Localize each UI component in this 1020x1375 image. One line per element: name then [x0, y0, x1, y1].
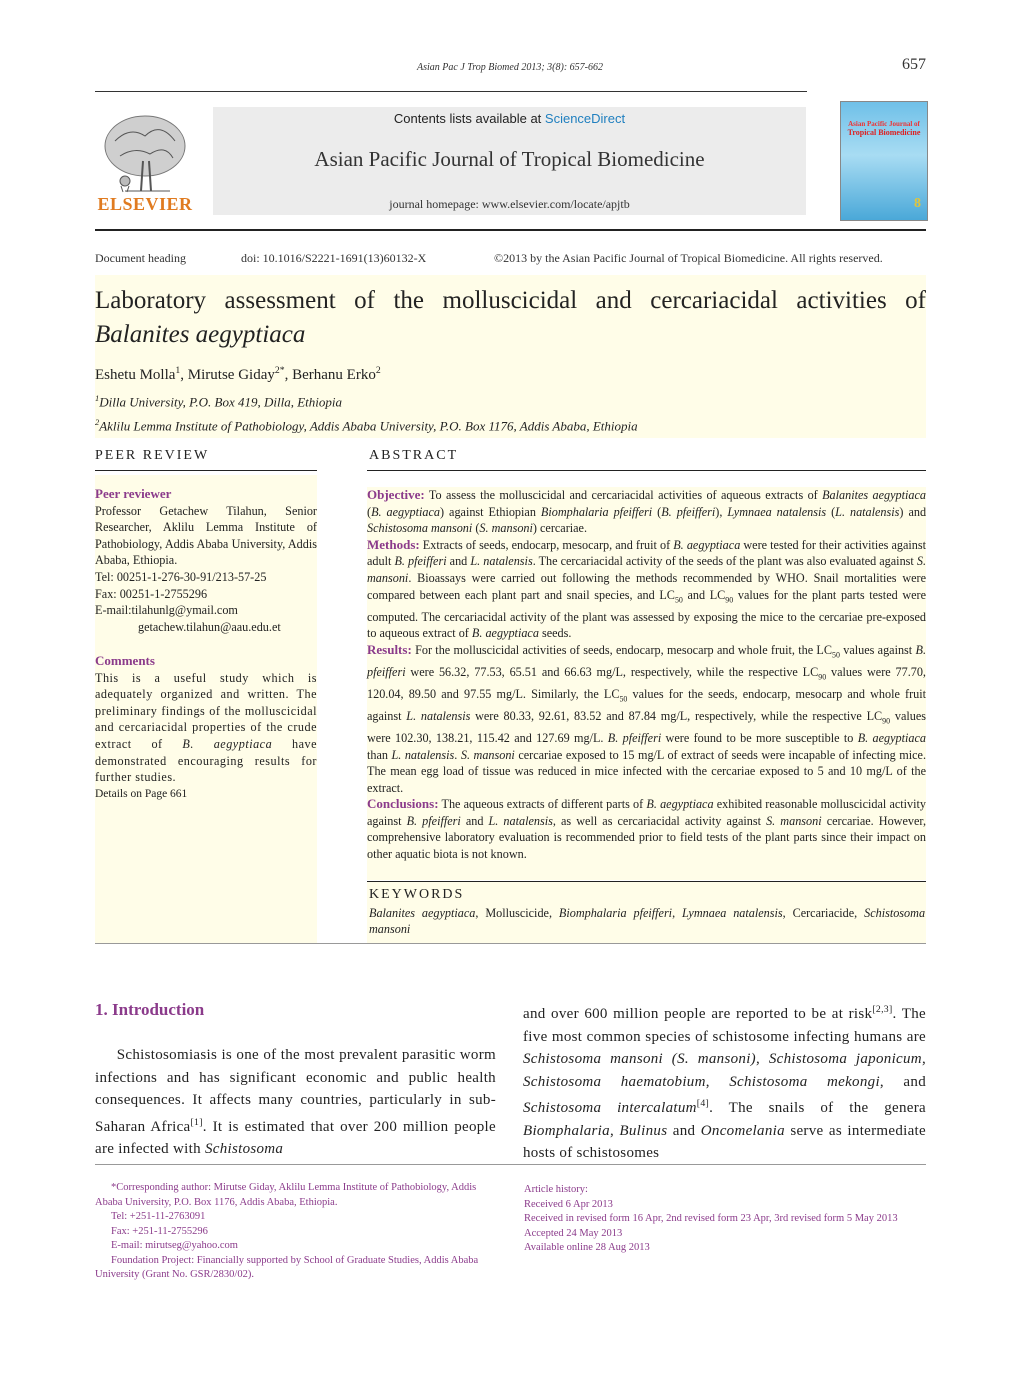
peer-review-header	[95, 448, 317, 471]
history-accepted: Accepted 24 May 2013	[524, 1227, 623, 1239]
author-1-sup: 1	[175, 365, 181, 376]
peer-reviewer-text: Professor Getachew Tilahun, Senior Researcher, Aklilu Lemma Institute of Pathobiology, Addis Ababa University, Addis Ababa, Ethiopia.	[95, 503, 317, 568]
results-label: Results:	[367, 641, 412, 657]
peer-reviewer-email-1: E-mail:tilahunlg@ymail.com	[95, 603, 238, 618]
details-page: Details on Page 661	[95, 787, 188, 800]
header-bottom-rule	[95, 229, 926, 231]
introduction-heading: 1. Introduction	[95, 1000, 205, 1019]
affiliation-2-text: Aklilu Lemma Institute of Pathobiology, Addis Ababa University, P.O. Box 1176, Addis Ababa, Ethiopia	[99, 418, 638, 434]
header-rule	[95, 91, 807, 92]
article-title	[95, 284, 926, 352]
abstract-results: Results: For the molluscicidal activities of seeds, endocarp, mesocarp and whole fruit, the $LC_{50}$ values against B. pfeifferi were 56.32, 77.53, 65.51 and 66.63 mg/L, respectively, while the respective $LC_{90}$ values were 77.70, 120.04, 89.50 and 97.55 mg/L. Similarly, the $LC_{50}$ values for the seeds, endocarp, mesocarp and whole fruit against L. natalensis were 80.33, 92.61, 83.52 and 87.84 mg/L, respectively, while the respective $LC_{90}$ values were 102.30, 138.21, 115.42 and 127.69 mg/L. B. pfeifferi were found to be more susceptible to B. aegyptiaca than L. natalensis. S. mansoni cercariae exposed to 15 mg/L of extract of seeds were incapable of infecting mice. The mean egg load of tissue was reduced in mice infected with the cercariae exposed to 5 and 10 mg/L of the extract.	[367, 641, 926, 795]
abstract-header	[367, 448, 926, 471]
journal-cover-image	[840, 101, 928, 221]
footnote-fax: Fax: +251-11-2755296	[111, 1225, 208, 1237]
article-history	[524, 1183, 924, 1256]
peer-reviewer-email-2: getachew.tilahun@aau.edu.et	[138, 619, 281, 634]
abstract-body	[367, 487, 926, 880]
objective-label: Objective:	[367, 487, 425, 502]
journal-banner	[213, 107, 806, 215]
history-online: Available online 28 Aug 2013	[524, 1242, 650, 1253]
footnote-foundation: Foundation Project: Financially supported by School of Graduate Studies, Addis Ababa University (Grant No. GSR/2830/02).	[95, 1254, 479, 1280]
corresponding-author-footnote	[95, 1181, 495, 1283]
title-line-1: Laboratory assessment of the molluscicidal and cercariacidal activities of	[95, 287, 926, 314]
abstract-objective: Objective: To assess the molluscicidal and cercariacidal activities of aqueous extracts of Balanites aegyptiaca (B. aegyptiaca) against Ethiopian Biomphalaria pfeifferi (B. pfeifferi), Lymnaea natalensis (L. natalensis) and Schistosoma mansoni (S. mansoni) cercariae.	[367, 487, 927, 536]
doi[interactable]: doi: 10.1016/S2221-1691(13)60132-X	[241, 251, 427, 265]
keywords-rule	[367, 881, 926, 882]
abstract-conclusions: Conclusions: The aqueous extracts of different parts of B. aegyptiaca exhibited reasonable molluscicidal activity against B. pfeifferi and L. natalensis, as well as cercariacidal activity against S. mansoni cercariae. However, comprehensive laboratory evaluation is recommended prior to field tests of the plant parts since their impact on other aquatic biota is not known.	[367, 796, 926, 862]
journal-citation: Asian Pac J Trop Biomed 2013; 3(8): 657-662	[417, 62, 603, 73]
footnote-corresponding: *Corresponding author: Mirutse Giday, Aklilu Lemma Institute of Pathobiology, Addis Ababa University, P.O. Box 1176, Addis Ababa, Ethiopia.	[95, 1182, 477, 1208]
publisher-logo-text: ELSEVIER	[97, 194, 193, 214]
affiliation-2-sup: 2	[95, 417, 100, 427]
cover-title-line1: Asian Pacific Journal of	[848, 120, 920, 128]
introduction-column-2: and over 600 million people are reported to be at risk[2,3]. The five most common species of schistosome infecting humans are Schistosoma mansoni (S. mansoni), Schistosoma japonicum, Schistosoma haematobium, Schistosoma mekongi, and Schistosoma intercalatum[4]. The snails of the genera Biomphalaria, Bulinus and Oncomelania serve as intermediate hosts of schistosomes	[523, 1004, 927, 1161]
footnote-email[interactable]: E-mail: mirutseg@yahoo.com	[111, 1240, 238, 1251]
comments-label: Comments	[95, 653, 155, 668]
cover-issue-number: 8	[914, 196, 921, 211]
author-3: , Berhanu Erko	[284, 367, 376, 383]
abstract-rule	[367, 470, 926, 471]
affiliation-1	[95, 393, 342, 410]
affiliation-2	[95, 417, 638, 434]
peer-review-rule	[95, 470, 317, 471]
author-list	[95, 365, 381, 384]
copyright: ©2013 by the Asian Pacific Journal of Tropical Biomedicine. All rights reserved.	[494, 251, 883, 265]
abstract-heading: ABSTRACT	[369, 448, 459, 463]
sciencedirect-link[interactable]: ScienceDirect	[544, 111, 626, 126]
author-2: , Mirutse Giday	[180, 367, 275, 383]
author-2-sup: 2*	[274, 365, 285, 376]
peer-review-heading: PEER REVIEW	[95, 448, 210, 463]
comments-text	[95, 670, 317, 786]
footnote-rule	[95, 1164, 926, 1165]
affiliation-1-sup: 1	[95, 393, 100, 403]
keywords-list: Balanites aegyptiaca, Molluscicide, Biomphalaria pfeifferi, Lymnaea natalensis, Cercariacide, Schistosoma mansoni	[369, 906, 926, 936]
comments-species: B. aegyptiaca	[182, 736, 273, 751]
affiliation-1-text: Dilla University, P.O. Box 419, Dilla, Ethiopia	[99, 394, 342, 410]
introduction-column-1: Schistosomiasis is one of the most prevalent parasitic worm infections and has significant economic and public health consequences. It affects many countries, particularly in sub-Saharan Africa[1]. It is estimated that over 200 million people are infected with Schistosoma	[95, 1047, 496, 1157]
front-matter-end-rule	[95, 943, 926, 944]
document-heading-label: Document heading	[95, 251, 186, 265]
journal-title: Asian Pacific Journal of Tropical Biomedicine	[314, 147, 705, 171]
contents-prefix: Contents lists available at	[393, 111, 545, 126]
page-number: 657	[902, 56, 926, 73]
keywords-heading: KEYWORDS	[369, 887, 465, 902]
author-3-sup: 2	[375, 365, 381, 376]
contents-line	[213, 111, 806, 126]
peer-reviewer-block	[95, 486, 317, 635]
title-line-2: Balanites aegyptiaca	[95, 321, 306, 348]
comments-text-2: have demonstrated encouraging results for further studies.	[95, 736, 317, 785]
peer-reviewer-fax: Fax: 00251-1-2755296	[95, 586, 208, 601]
comments-block	[95, 653, 317, 802]
cover-title-line2: Tropical Biomedicine	[847, 128, 921, 137]
history-label: Article history:	[524, 1184, 588, 1195]
methods-label: Methods:	[367, 536, 420, 552]
abstract-methods: Methods: Extracts of seeds, endocarp, mesocarp, and fruit of B. aegyptiaca were tested for their activities against adult B. pfeifferi and L. natalensis. The cercariacidal activity of the seeds of the plant was also evaluated against S. mansoni. Bioassays were carried out following the methods recommended by WHO. Snail mortalities were compared between each plant part and snail species, and $LC_{50}$ and $LC_{90}$ values for the plant parts tested were computed. The cercariacidal activity of the plant was assessed by exposing the mice to the cercariae pre-exposed to aqueous extract of B. aegyptiaca seeds.	[367, 536, 927, 641]
journal-homepage[interactable]: journal homepage: www.elsevier.com/locate/apjtb	[389, 197, 630, 211]
keywords-box	[367, 881, 926, 943]
author-1: Eshetu Molla	[95, 367, 176, 383]
peer-reviewer-tel: Tel: 00251-1-276-30-91/213-57-25	[95, 569, 267, 584]
history-revised: Received in revised form 16 Apr, 2nd revised form 23 Apr, 3rd revised form 5 May 2013	[524, 1213, 898, 1224]
peer-reviewer-label: Peer reviewer	[95, 486, 172, 501]
history-received: Received 6 Apr 2013	[524, 1198, 613, 1210]
footnote-tel: Tel: +251-11-2763091	[111, 1211, 206, 1222]
conclusions-label: Conclusions:	[367, 796, 439, 812]
comments-text-1: This is a useful study which is adequately organized and written. The preliminary findings of the molluscicidal and cercariacidal properties of the crude extract of	[95, 670, 317, 751]
